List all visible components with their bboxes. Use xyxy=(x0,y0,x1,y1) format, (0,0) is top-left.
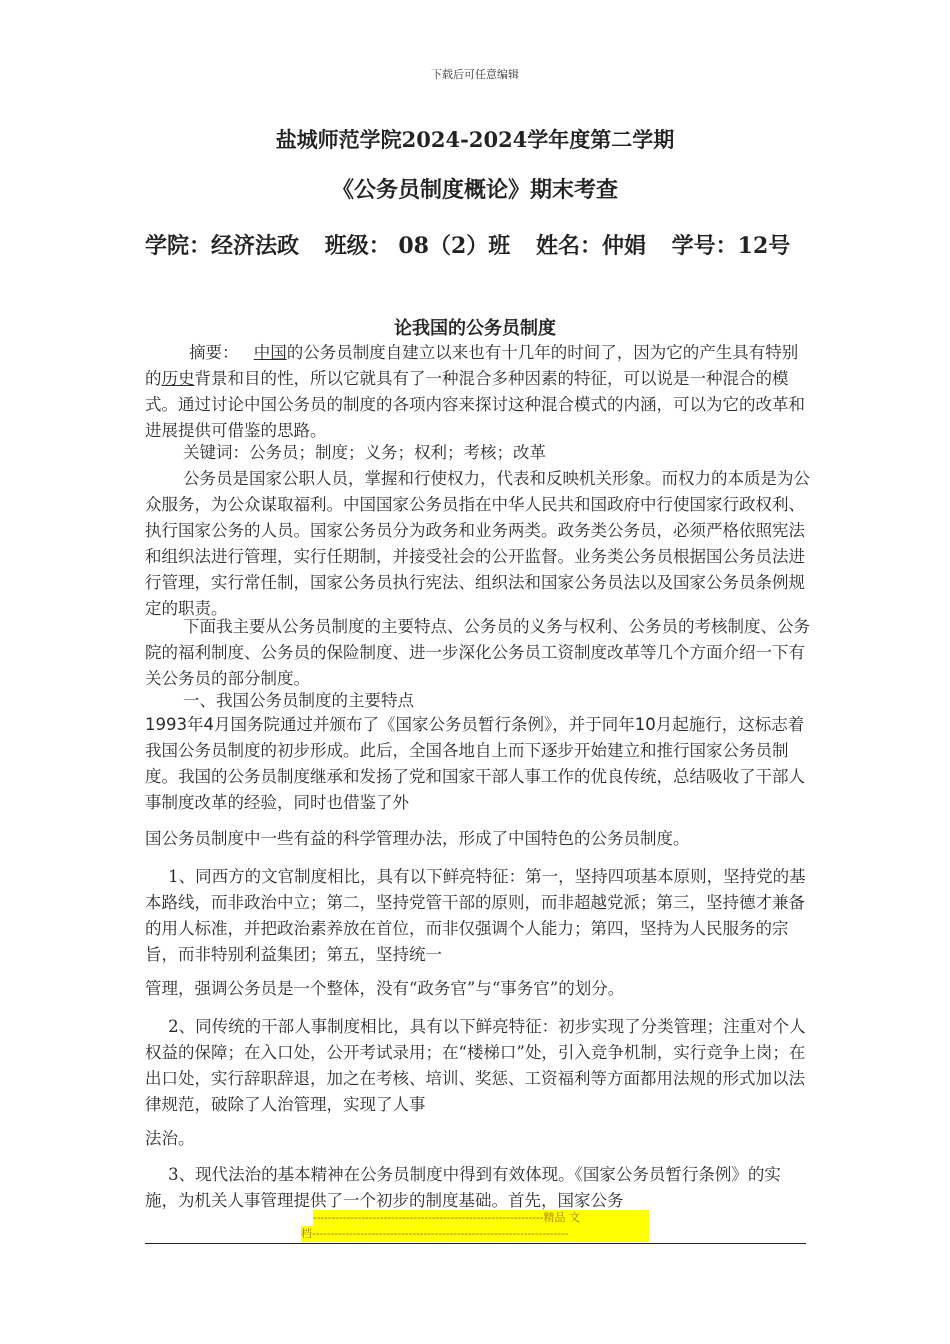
name-field: 姓名：仲娟 xyxy=(535,233,646,259)
paragraph-feature-2-cont: 法治。 xyxy=(145,1129,195,1148)
watermark-line-1: --------------------------------------------------------------精品 文 xyxy=(313,1210,649,1226)
watermark-line-2: 档--------------------------------------------------------------------- xyxy=(301,1226,649,1242)
college-field: 学院：经济法政 xyxy=(145,233,300,259)
class-field: 班级： 08（2）班 xyxy=(324,233,511,259)
paragraph-intro: 公务员是国家公职人员，掌握和行使权力，代表和反映机关形象。而权力的本质是为公众服务，为公众谋取福利。中国国家公务员指在中华人民共和国政府中行使国家行政权利、执行国家公务的人员。国家公务员分为政务和业务两类。政务类公务员，必须严格依照宪法和组织法进行管理，实行任期制，并接受社会的公开监督。业务类公务员根据国公务员法进行管理，实行常任制，国家公务员执行宪法、组织法和国家公务员法以及国家公务员条例规定的职责。 xyxy=(145,469,810,618)
student-number-field: 学号：12号 xyxy=(671,233,791,259)
link-china[interactable]: 中国 xyxy=(253,343,287,362)
paragraph-history-cont: 国公务员制度中一些有益的科学管理办法，形成了中国特色的公务员制度。 xyxy=(145,829,690,848)
keywords: 关键词：公务员；制度；义务；权利；考核；改革 xyxy=(182,443,546,462)
footer-divider xyxy=(145,1243,806,1244)
abstract-text-1: 的公务员制度自建立以来也有十几年的时间了，因为它的产生具有特别的 xyxy=(145,343,799,388)
section-heading-1: 一、我国公务员制度的主要特点 xyxy=(182,691,414,710)
abstract-label: 摘要： xyxy=(189,343,239,362)
header-note: 下载后可任意编辑 xyxy=(431,68,519,81)
document-title: 盐城师范学院2024-2024学年度第二学期 xyxy=(275,127,675,152)
paragraph-feature-1-cont: 管理，强调公务员是一个整体，没有“政务官”与“事务官”的划分。 xyxy=(145,979,625,998)
paragraph-overview: 下面我主要从公务员制度的主要特点、公务员的义务与权利、公务员的考核制度、公务院的福利制度、公务员的保险制度、进一步深化公务员工资制度改革等几个方面介绍一下有关公务员的部分制度。 xyxy=(145,617,810,688)
course-title: 《公务员制度概论》期末考查 xyxy=(331,177,618,203)
student-info xyxy=(145,222,825,270)
abstract-text-2: 背景和目的性，所以它就具有了一种混合多种因素的特征，可以说是一种混合的模式。通过讨论中国公务员的制度的各项内容来探讨这种混合模式的内涵，可以为它的改革和进展提供可借鉴的思路。 xyxy=(145,369,805,440)
paragraph-feature-3: 3、现代法治的基本精神在公务员制度中得到有效体现。《国家公务员暂行条例》的实施，为机关人事管理提供了一个初步的制度基础。首先，国家公务 xyxy=(145,1165,781,1210)
article-title: 论我国的公务员制度 xyxy=(394,318,556,339)
abstract xyxy=(145,340,810,444)
paragraph-feature-1: 1、同西方的文官制度相比，具有以下鲜亮特征：第一，坚持四项基本原则，坚持党的基本路线，而非政治中立；第二，坚持党管干部的原则，而非超越党派；第三，坚持德才兼备的用人标准，并把政治素养放在首位，而非仅强调个人能力；第四，坚持为人民服务的宗旨，而非特别利益集团；第五，坚持统一 xyxy=(145,867,806,964)
link-history[interactable]: 历史 xyxy=(161,369,195,388)
paragraph-feature-2: 2、同传统的干部人事制度相比，具有以下鲜亮特征：初步实现了分类管理；注重对个人权益的保障；在入口处，公开考试录用；在“楼梯口”处，引入竞争机制，实行竞争上岗；在出口处，实行辞职辞退，加之在考核、培训、奖惩、工资福利等方面都用法规的形式加以法律规范，破除了人治管理，实现了人事 xyxy=(145,1017,806,1114)
paragraph-history: 1993年4月国务院通过并颁布了《国家公务员暂行条例》，并于同年10月起施行，这标志着我国公务员制度的初步形成。此后，全国各地自上而下逐步开始建立和推行国家公务员制度。我国的公务员制度继承和发扬了党和国家干部人事工作的优良传统，总结吸收了干部人事制度改革的经验，同时也借鉴了外 xyxy=(145,715,805,812)
